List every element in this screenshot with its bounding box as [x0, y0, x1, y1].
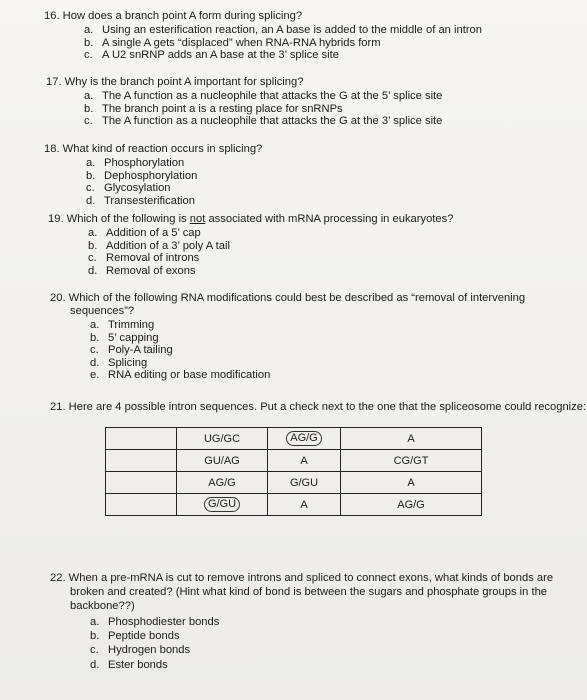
option: c. A U2 snRNP adds an A base at the 3’ splice site: [84, 49, 339, 62]
sequence-cell: A: [341, 472, 482, 494]
table-row: [106, 494, 482, 516]
question-22: [50, 572, 553, 672]
sequence-cell: [177, 494, 268, 516]
option: c. Hydrogen bonds: [90, 644, 191, 657]
question-22-stem-cont: broken and created? (Hint what kind of bond is between the sugars and phosphate groups in the: [70, 586, 548, 598]
question-19-options: [88, 227, 453, 277]
option: c. Removal of introns: [88, 252, 200, 265]
option: b. Dephosphorylation: [86, 169, 198, 182]
table-row: [106, 428, 482, 450]
sequence-cell: AG/G: [341, 494, 482, 516]
check-cell[interactable]: [106, 450, 177, 472]
option: a. Using an esterification reaction, an A base is added to the middle of an intron: [84, 24, 482, 36]
question-19-stem: 19. Which of the following is not associated with mRNA processing in eukaryotes?: [48, 213, 454, 225]
sequence-cell: GU/AG: [177, 450, 268, 472]
question-16-stem: 16. How does a branch point A form during splicing?: [44, 10, 303, 22]
sequence-cell: CG/GT: [341, 450, 482, 472]
question-20-stem: 20. Which of the following RNA modifications could best be described as “removal of intervening: [50, 292, 526, 304]
check-cell[interactable]: [106, 472, 177, 494]
question-22-stem: 22. When a pre-mRNA is cut to remove introns and spliced to connect exons, what kinds of bonds are: [50, 572, 554, 584]
circled-sequence: G/GU: [204, 497, 240, 512]
question-20: [50, 292, 525, 382]
sequence-cell: A: [341, 428, 482, 450]
question-21: [50, 401, 586, 414]
emphasis-not: not: [189, 213, 206, 225]
question-17-options: [84, 90, 442, 128]
table-row: [106, 450, 482, 472]
question-16-options: [84, 24, 482, 62]
option: a. Phosphorylation: [86, 157, 185, 169]
circled-sequence: AG/G: [286, 431, 322, 446]
option: b. A single A gets “displaced” when RNA-RNA hybrids form: [84, 36, 381, 49]
option: b. Addition of a 3’ poly A tail: [88, 239, 230, 252]
sequence-cell: AG/G: [177, 472, 268, 494]
sequence-cell: G/GU: [268, 472, 341, 494]
option: d. Transesterification: [86, 194, 195, 207]
table-row: [106, 472, 482, 494]
sequence-cell: A: [268, 494, 341, 516]
question-16: [44, 10, 482, 62]
question-20-stem-cont: sequences”?: [70, 305, 135, 317]
question-18-stem: 18. What kind of reaction occurs in splicing?: [44, 143, 263, 155]
check-cell[interactable]: [106, 494, 177, 516]
question-18-options: [86, 157, 262, 207]
option: c. Glycosylation: [86, 182, 171, 195]
question-18: [44, 143, 262, 207]
option: a. Trimming: [90, 319, 155, 331]
option: a. Phosphodiester bonds: [90, 616, 220, 628]
check-cell[interactable]: [106, 428, 177, 450]
sequence-cell: [268, 428, 341, 450]
sequence-cell: A: [268, 450, 341, 472]
question-19: [48, 213, 453, 277]
question-17-stem: 17. Why is the branch point A important for splicing?: [46, 76, 304, 88]
intron-sequence-table: [105, 427, 482, 516]
option: c. Poly-A tailing: [90, 344, 173, 357]
question-20-options: [90, 319, 525, 382]
question-21-stem: 21. Here are 4 possible intron sequences. Put a check next to the one that the spliceosome could recognize:: [50, 401, 587, 413]
option: d. Ester bonds: [90, 658, 168, 671]
question-22-stem-cont: backbone??): [70, 600, 135, 612]
sequence-cell: UG/GC: [177, 428, 268, 450]
option: b. 5’ capping: [90, 331, 159, 344]
option: d. Splicing: [90, 356, 148, 369]
option: b. The branch point a is a resting place for snRNPs: [84, 102, 343, 115]
option: a. Addition of a 5’ cap: [88, 227, 201, 239]
question-17: [46, 76, 442, 128]
option: d. Removal of exons: [88, 264, 196, 277]
option: a. The A function as a nucleophile that attacks the G at the 5’ splice site: [84, 90, 443, 102]
option: e. RNA editing or base modification: [90, 369, 271, 382]
option: b. Peptide bonds: [90, 630, 180, 643]
question-22-options: [90, 615, 553, 672]
option: c. The A function as a nucleophile that attacks the G at the 3’ splice site: [84, 115, 443, 128]
